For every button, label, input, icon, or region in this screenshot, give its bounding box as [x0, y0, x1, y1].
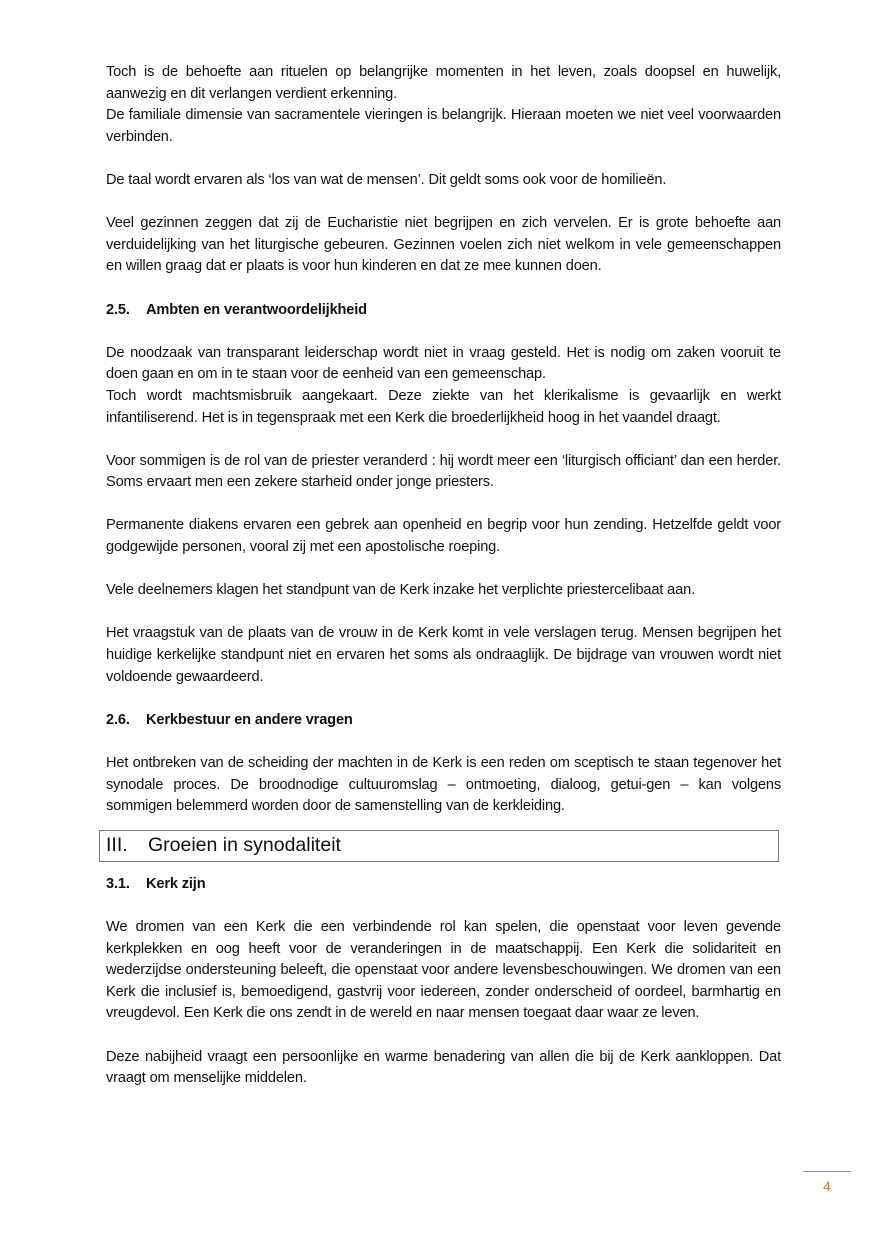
- section-title: Ambten en verantwoordelijkheid: [146, 301, 367, 318]
- paragraph: Toch is de behoefte aan rituelen op belangrijke momenten in het leven, zoals doopsel en huwelijk, aanwezig en dit verlangen verdient erkenning.: [106, 64, 781, 102]
- section-heading-2-5: [106, 300, 781, 322]
- chapter-number: III.: [106, 834, 128, 857]
- paragraph: Toch wordt machtsmisbruik aangekaart. Deze ziekte van het klerikalisme is gevaarlijk en werkt infantiliserend. Het is in tegenspraak met een Kerk die broederlijkheid hoog in het vaandel draagt.: [106, 387, 781, 426]
- chapter-title: Groeien in synodaliteit: [148, 834, 341, 857]
- paragraph: De noodzaak van transparant leiderschap wordt niet in vraag gesteld. Het is nodig om zaken vooruit te doen gaan en om in te staan voor de eenheid van een gemeenschap.: [106, 344, 781, 383]
- paragraph: De familiale dimensie van sacramentele vieringen is belangrijk. Hieraan moeten we niet veel voorwaarden verbinden.: [106, 107, 781, 145]
- paragraph: Veel gezinnen zeggen dat zij de Eucharistie niet begrijpen en zich vervelen. Er is grote behoefte aan verduidelijking van het liturgische gebeuren. Gezinnen voelen zich niet welkom in vele gemeenschappen en willen graag dat er plaats is voor hun kinderen en dat ze mee kunnen doen.: [106, 215, 781, 275]
- section-number: 2.6.: [106, 711, 130, 728]
- chapter-heading-3: [99, 830, 779, 862]
- section-heading-2-6: [106, 710, 781, 732]
- section-number: 3.1.: [106, 875, 130, 892]
- paragraph: De taal wordt ervaren als ‘los van wat de mensen’. Dit geldt soms ook voor de homilieën.: [106, 171, 667, 188]
- paragraph: Deze nabijheid vraagt een persoonlijke en warme benadering van allen die bij de Kerk aankloppen. Dat vraagt om menselijke middelen.: [106, 1048, 781, 1087]
- page-number: 4: [823, 1178, 831, 1194]
- section-title: Kerk zijn: [146, 875, 206, 892]
- section-heading-3-1: [106, 874, 781, 896]
- paragraph: Het vraagstuk van de plaats van de vrouw in de Kerk komt in vele verslagen terug. Mensen begrijpen het huidige kerkelijke standpunt niet en ervaren het soms als ondraaglijk. De bijdrage van vrouwen wordt niet voldoende gewaardeerd.: [106, 625, 781, 685]
- paragraph: We dromen van een Kerk die een verbindende rol kan spelen, die openstaat voor leven gevende kerkplekken en oog heeft voor de veranderingen in de maatschappij. Een Kerk die solidariteit en wederzijdse ondersteuning beleeft, die openstaat voor andere levensbeschouwingen. We dromen van een Kerk die inclusief is, bemoedigend, gastvrij voor iedereen, zonder onderscheid of oordeel, barmhartig en vreugdevol. Een Kerk die ons zendt in de wereld en naar mensen toegaat daar waar ze leven.: [106, 918, 781, 1022]
- paragraph: Vele deelnemers klagen het standpunt van de Kerk inzake het verplichte priestercelibaat aan.: [106, 582, 695, 599]
- section-title: Kerkbestuur en andere vragen: [146, 711, 353, 728]
- paragraph: Het ontbreken van de scheiding der machten in de Kerk is een reden om sceptisch te staan tegenover het synodale proces. De broodnodige cultuuromslag – ontmoeting, dialoog, getui-gen – kan volgens sommigen belemmerd worden door de samenstelling van de kerkleiding.: [106, 755, 781, 815]
- section-number: 2.5.: [106, 301, 130, 318]
- paragraph: Permanente diakens ervaren een gebrek aan openheid en begrip voor hun zending. Hetzelfde geldt voor godgewijde personen, vooral zij met een apostolische roeping.: [106, 517, 781, 556]
- paragraph: Voor sommigen is de rol van de priester veranderd : hij wordt meer een ‘liturgisch officiant’ dan een herder. Soms ervaart men een zekere starheid onder jonge priesters.: [106, 452, 781, 491]
- document-page: [106, 62, 781, 1090]
- footer-divider: [803, 1171, 851, 1172]
